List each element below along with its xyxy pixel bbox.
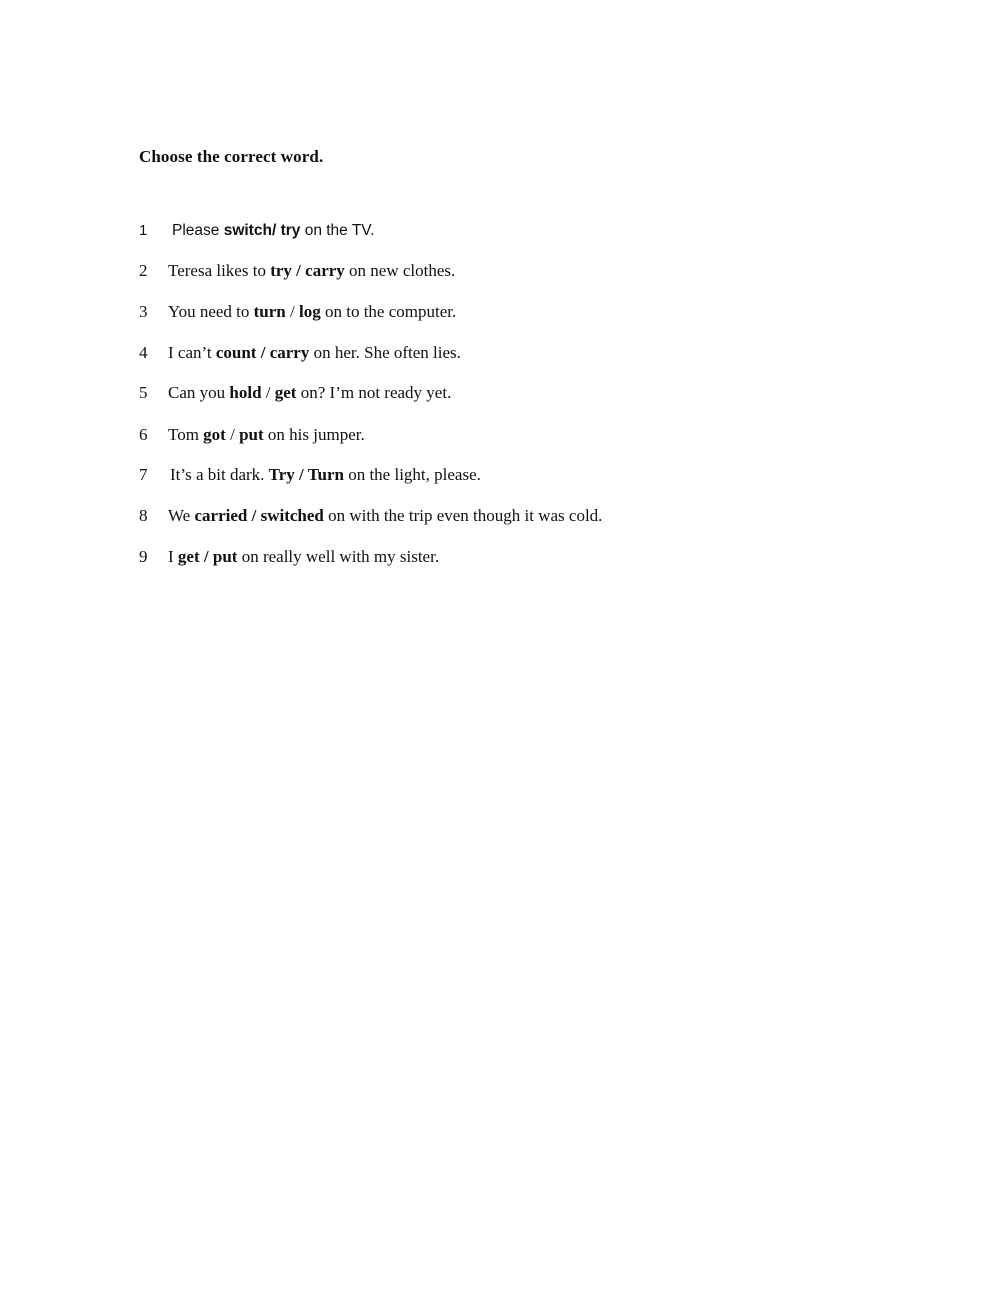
item-sentence: I can’t count / carry on her. She often lies. <box>168 343 461 362</box>
option-1: hold <box>229 383 262 402</box>
option-separator: / <box>261 383 275 402</box>
item-sentence: It’s a bit dark. Try / Turn on the light, please. <box>170 465 481 484</box>
option-1: try <box>270 261 292 280</box>
exercise-item-3 <box>139 301 456 323</box>
item-sentence: Please switch/ try on the TV. <box>172 222 375 239</box>
option-2: log <box>299 302 321 321</box>
option-1: carried <box>194 506 248 525</box>
item-sentence: We carried / switched on with the trip even though it was cold. <box>168 506 603 525</box>
option-separator: / <box>294 465 308 484</box>
option-separator: / <box>199 547 213 566</box>
option-2: carry <box>269 343 310 362</box>
item-number: 4 <box>139 343 148 362</box>
exercise-item-5 <box>139 382 451 404</box>
option-2: Turn <box>307 465 344 484</box>
option-separator: / <box>256 343 270 362</box>
option-2: carry <box>305 261 345 280</box>
item-number: 6 <box>139 425 148 444</box>
item-sentence: You need to turn / log on to the computer. <box>168 302 457 321</box>
exercise-item-4 <box>139 342 461 364</box>
option-1: count <box>215 343 257 362</box>
option-separator: / <box>271 222 281 239</box>
exercise-item-1 <box>139 219 375 242</box>
option-1: got <box>203 425 226 444</box>
item-number: 8 <box>139 506 148 525</box>
item-number: 1 <box>139 222 148 239</box>
item-sentence: I get / put on really well with my sister. <box>168 547 440 566</box>
option-2: switched <box>260 506 324 525</box>
option-separator: / <box>291 261 306 280</box>
exercise-item-8 <box>139 505 602 527</box>
item-number: 5 <box>139 383 148 402</box>
item-number: 3 <box>139 302 148 321</box>
exercise-item-9 <box>139 546 439 568</box>
option-2: put <box>212 547 238 566</box>
option-separator: / <box>225 425 240 444</box>
item-number: 2 <box>139 261 148 280</box>
option-1: turn <box>253 302 286 321</box>
option-2: try <box>280 222 301 239</box>
exercise-item-2 <box>139 260 455 282</box>
option-1: Try <box>268 465 295 484</box>
instruction-heading: Choose the correct word. <box>139 147 324 166</box>
option-separator: / <box>247 506 261 525</box>
item-sentence: Can you hold / get on? I’m not ready yet. <box>168 383 452 402</box>
item-sentence: Teresa likes to try / carry on new clothes. <box>168 261 456 280</box>
item-sentence: Tom got / put on his jumper. <box>168 425 365 444</box>
exercise-item-7 <box>139 464 481 486</box>
option-1: switch <box>223 222 272 239</box>
option-2: put <box>239 425 264 444</box>
exercise-item-6 <box>139 424 365 446</box>
option-2: get <box>274 383 297 402</box>
option-separator: / <box>285 302 299 321</box>
option-1: get <box>177 547 200 566</box>
item-number: 7 <box>139 465 148 484</box>
item-number: 9 <box>139 547 148 566</box>
